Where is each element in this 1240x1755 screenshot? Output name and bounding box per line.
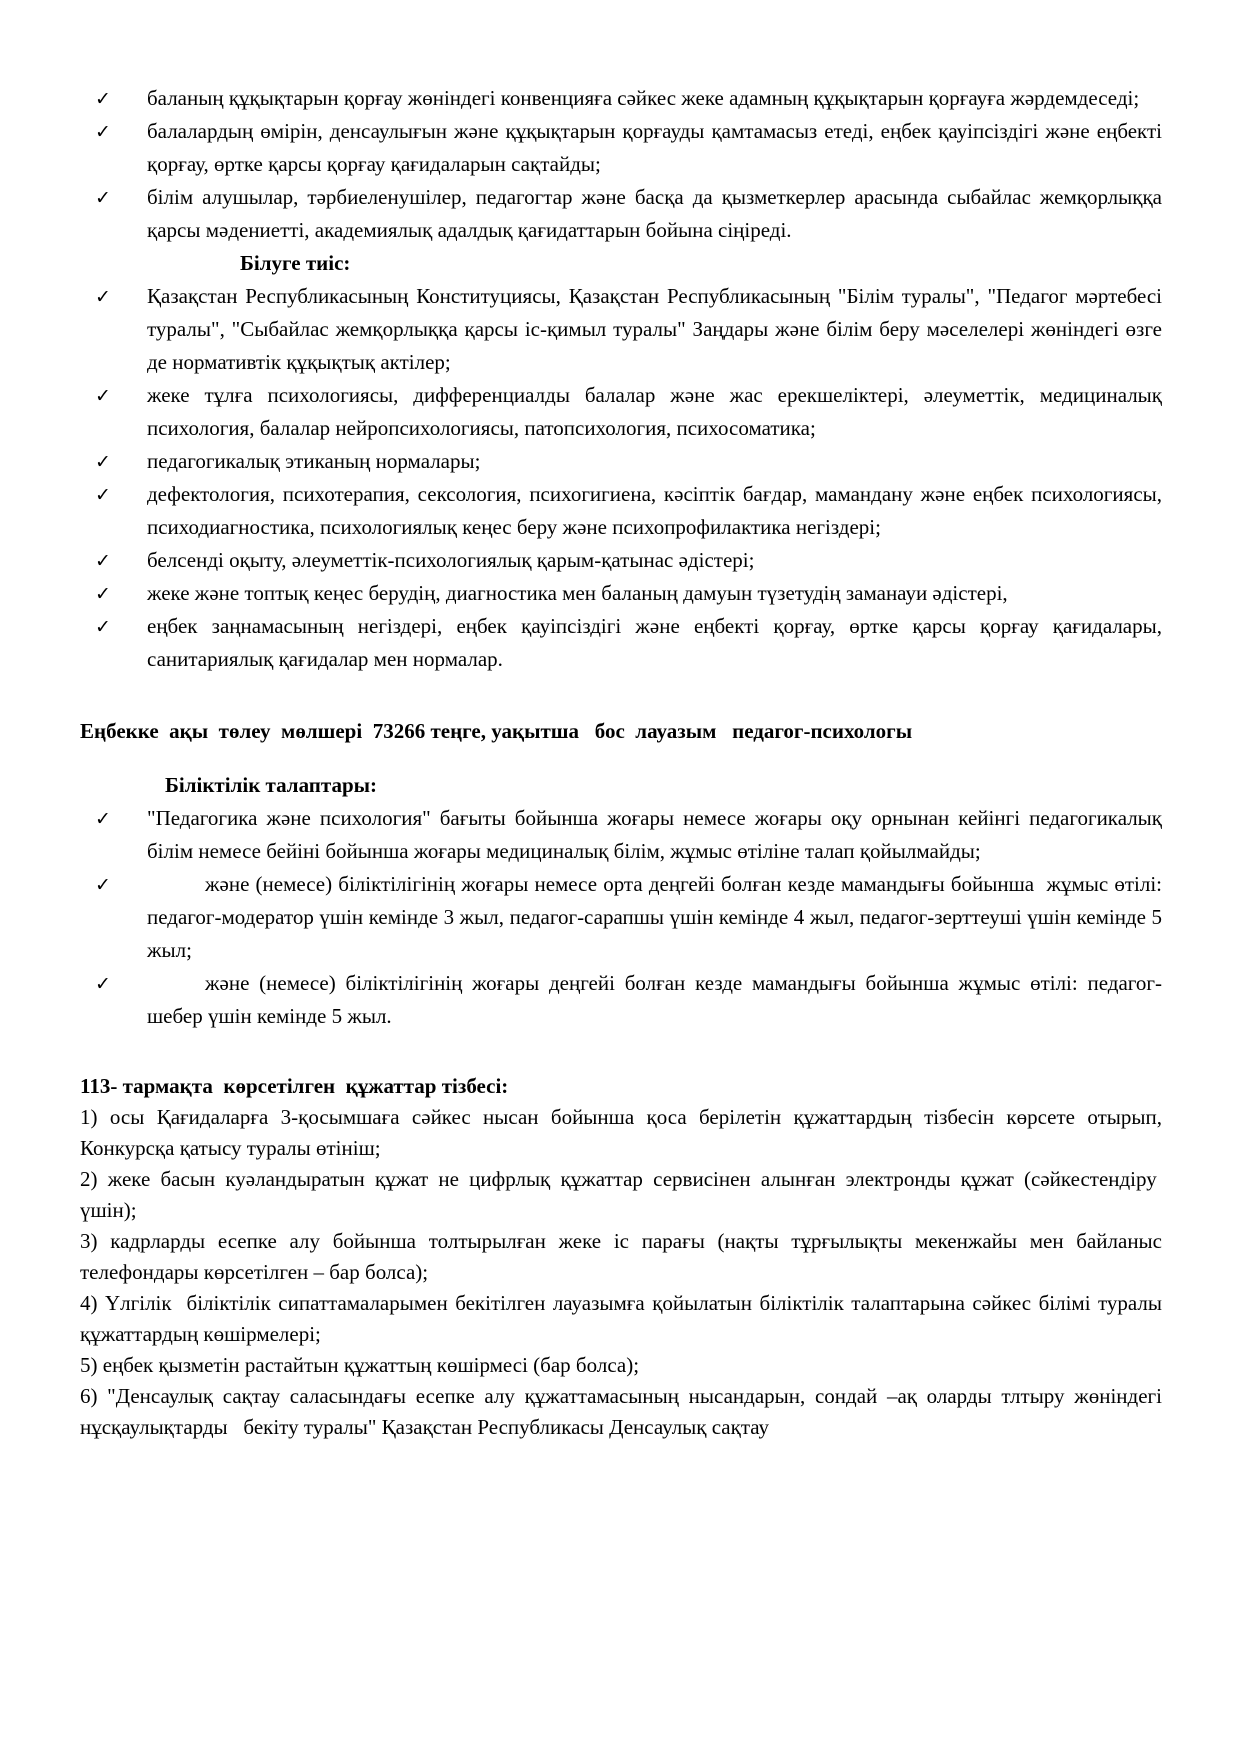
list-item-text: және (немесе) біліктілігінің жоғары деңгейі болған кезде мамандығы бойынша жұмыс өтілі: педагог-шебер үшін кемінде 5 жыл. [147, 971, 1162, 1028]
check-icon: ✓ [95, 808, 111, 830]
doc-paragraph: 1) осы Қағидаларға 3-қосымшаға сәйкес нысан бойынша қоса берілетін құжаттардың тізбесін көрсете отырып, Конкурсқа қатысу туралы өтініш; [80, 1105, 1162, 1160]
check-list-item [80, 478, 1162, 544]
doc-paragraph: 3) кадрларды есепке алу бойынша толтырылған жеке іс парағы (нақты тұрғылықты мекенжайы мен байланыс телефондары көрсетілген – бар болса); [80, 1229, 1162, 1284]
check-icon: ✓ [95, 451, 111, 473]
check-list-item [80, 82, 1162, 115]
section-heading-qualification: Біліктілік талаптары: [165, 773, 378, 797]
check-icon: ✓ [95, 121, 111, 143]
section-heading-know: Білуге тиіс: [240, 251, 351, 275]
check-icon: ✓ [95, 88, 111, 110]
check-list-item [80, 577, 1162, 610]
list-item-text: "Педагогика және психология" бағыты бойынша жоғары немесе жоғары оқу орнынан кейінгі педагогикалық білім немесе бейіні бойынша жоғары медициналық білім, жұмыс өтіліне талап қойылмайды; [147, 806, 1162, 863]
check-icon: ✓ [95, 616, 111, 638]
section-heading-documents: 113- тармақта көрсетілген құжаттар тізбесі: [80, 1074, 509, 1098]
check-list-item [80, 115, 1162, 181]
check-icon: ✓ [95, 973, 111, 995]
check-icon: ✓ [95, 550, 111, 572]
list-item-text: жеке тұлға психологиясы, дифференциалды балалар және жас ерекшеліктері, әлеуметтік, медициналық психология, балалар нейропсихологиясы, патопсихология, психосоматика; [147, 383, 1162, 440]
doc-paragraph: 4) Үлгілік біліктілік сипаттамаларымен бекітілген лауазымға қойылатын біліктілік талаптарына сәйкес білімі туралы құжаттардың көшірмелері; [80, 1291, 1162, 1346]
check-list-item [80, 610, 1162, 676]
doc-paragraph: 2) жеке басын куәландыратын құжат не цифрлық құжаттар сервисінен алынған электронды құжат (сәйкестендіру үшін); [80, 1167, 1162, 1222]
check-list-item [80, 379, 1162, 445]
check-icon: ✓ [95, 286, 111, 308]
list-item-text: педагогикалық этиканың нормалары; [147, 449, 481, 473]
check-icon: ✓ [95, 187, 111, 209]
list-item-text: жеке және топтық кеңес берудің, диагностика мен баланың дамуын түзетудің заманауи әдістері, [147, 581, 1008, 605]
check-list-item [80, 445, 1162, 478]
check-icon: ✓ [95, 583, 111, 605]
list-item-text: белсенді оқыту, әлеуметтік-психологиялық қарым-қатынас әдістері; [147, 548, 755, 572]
doc-paragraph: 5) еңбек қызметін растайтын құжаттың көшірмесі (бар болса); [80, 1353, 640, 1377]
check-icon: ✓ [95, 484, 111, 506]
list-item-text: білім алушылар, тәрбиеленушілер, педагогтар және басқа да қызметкерлер арасында сыбайлас жемқорлыққа қарсы мәдениетті, академиялық адалдық қағидаттарын бойына сіңіреді. [147, 185, 1162, 242]
check-list-item [80, 802, 1162, 868]
list-item-text: балалардың өмірін, денсаулығын және құқықтарын қорғауды қамтамасыз етеді, еңбек қауіпсіздігі және еңбекті қорғау, өртке қарсы қорғау қағидаларын сақтайды; [147, 119, 1162, 176]
check-list-item [80, 280, 1162, 379]
duties-list [80, 82, 1162, 247]
list-item-text: баланың құқықтарын қорғау жөніндегі конвенцияға сәйкес жеке адамның құқықтарын қорғауға жәрдемдеседі; [147, 86, 1140, 110]
check-list-item [80, 544, 1162, 577]
check-list-item [80, 967, 1162, 1033]
qualification-list [80, 802, 1162, 1033]
list-item-text: дефектология, психотерапия, сексология, психогигиена, кәсіптік бағдар, мамандану және еңбек психологиясы, психодиагностика, психологиялық кеңес беру және психопрофилактика негіздері; [147, 482, 1162, 539]
check-list-item [80, 868, 1162, 967]
salary-line: Еңбекке ақы төлеу мөлшері 73266 теңге, уақытша бос лауазым педагог-психологы [80, 719, 913, 743]
check-list-item [80, 181, 1162, 247]
check-icon: ✓ [95, 874, 111, 896]
knowledge-list [80, 280, 1162, 676]
doc-paragraph: 6) "Денсаулық сақтау саласындағы есепке алу құжаттамасының нысандарын, сондай –ақ оларды тлтыру жөніндегі нұсқаулықтарды бекіту туралы" Қазақстан Республикасы Денсаулық сақтау [80, 1384, 1162, 1439]
list-item-text: және (немесе) біліктілігінің жоғары немесе орта деңгейі болған кезде мамандығы бойынша жұмыс өтілі: педагог-модератор үшін кемінде 3 жыл, педагог-сарапшы үшін кемінде 4 жыл, педагог-зерттеуші үшін кемінде 5 жыл; [147, 872, 1162, 962]
check-icon: ✓ [95, 385, 111, 407]
list-item-text: Қазақстан Республикасының Конституциясы, Қазақстан Республикасының "Білім туралы", "Педагог мәртебесі туралы", "Сыбайлас жемқорлыққа қарсы іс-қимыл туралы" Заңдары және білім беру мәселелері жөніндегі өзге де нормативтік құқықтық актілер; [147, 284, 1162, 374]
list-item-text: еңбек заңнамасының негіздері, еңбек қауіпсіздігі және еңбекті қорғау, өртке қарсы қорғау қағидалары, санитариялық қағидалар мен нормалар. [147, 614, 1162, 671]
